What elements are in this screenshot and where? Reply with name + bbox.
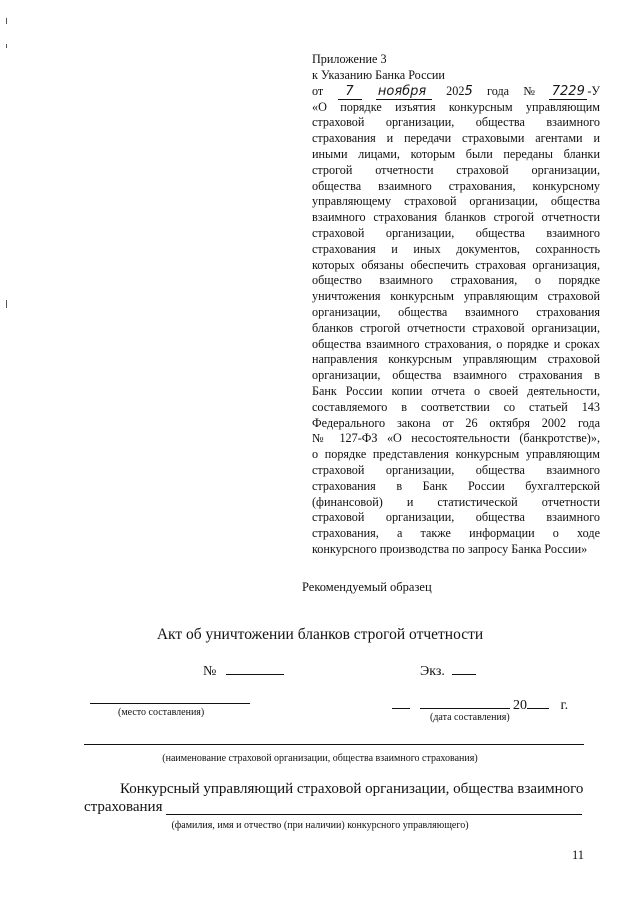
- org-caption: (наименование страховой организации, общества взаимного страхования): [162, 753, 478, 764]
- appendix-body: [312, 100, 600, 558]
- appendix-line: общества взаимного страхования, о порядке и сроках: [312, 336, 600, 351]
- year-word: года: [487, 83, 510, 98]
- act-number-blank: [226, 662, 284, 675]
- appendix-line: строгой отчетности страховой организации,: [312, 162, 600, 177]
- year-printed: 202: [446, 83, 465, 98]
- scan-edge-mark: [6, 44, 7, 48]
- number-suffix: -У: [587, 83, 600, 98]
- appendix-line: составляемого в соответствии со статьей 143: [312, 399, 600, 414]
- appendix-line: взаимного страхования бланков строгой отчетности: [312, 210, 600, 225]
- appendix-line: уничтожения конкурсным управляющим страховой: [312, 289, 600, 304]
- date-caption: (дата составления): [430, 712, 510, 723]
- date-year-blank: [527, 696, 549, 709]
- org-blank-line: [84, 744, 584, 745]
- manager-name-caption: (фамилия, имя и отчество (при наличии) конкурсного управляющего): [171, 820, 469, 831]
- appendix-line: направления конкурсным управляющим страховой: [312, 352, 600, 367]
- manager-text-line2: страхования: [84, 799, 163, 815]
- appendix-line: страховой организации, общества взаимного: [312, 115, 600, 130]
- appendix-line: общества взаимного страхования, конкурсному: [312, 178, 600, 193]
- copy-number-blank: [452, 662, 476, 675]
- appendix-line: организации, общества взаимного страхования в: [312, 368, 600, 383]
- scan-edge-mark: [6, 300, 7, 308]
- appendix-line: о порядке представления конкурсным управляющим: [312, 447, 600, 462]
- year-handwritten: 5: [464, 83, 473, 99]
- appendix-line: Федерального закона от 26 октября 2002 года: [312, 415, 600, 430]
- date-century: 20: [513, 698, 527, 713]
- number-sign: №: [523, 83, 536, 98]
- appendix-line: страховой организации, общества взаимного: [312, 225, 600, 240]
- appendix-line: страховой организации, общества взаимного: [312, 462, 600, 477]
- appendix-title: Приложение 3: [312, 52, 387, 66]
- appendix-line: страховой организации, общества взаимного: [312, 510, 600, 525]
- appendix-line: страхования, а также информации о ходе: [312, 526, 600, 541]
- number-field: [549, 84, 600, 100]
- appendix-line: № 127-ФЗ «О несостоятельности (банкротстве)»,: [312, 431, 600, 446]
- appendix-line: страхования и передачи страховыми агентами и: [312, 131, 600, 146]
- manager-name-blank-line: [166, 814, 582, 815]
- handwritten-number: 7229: [549, 85, 587, 100]
- appendix-instruction-ref: к Указанию Банка России: [312, 67, 445, 82]
- handwritten-month: ноября: [376, 85, 432, 100]
- appendix-line: бланков строгой отчетности страховой организации,: [312, 320, 600, 335]
- act-title: Акт об уничтожении бланков строгой отчетности: [156, 626, 484, 643]
- handwritten-day: 7: [338, 85, 362, 100]
- appendix-line: Банк России копии отчета о своей деятельности,: [312, 383, 600, 398]
- place-blank-line: [90, 703, 250, 704]
- date-prefix: от: [312, 83, 324, 98]
- appendix-line: иными лицами, которым были переданы бланки: [312, 146, 600, 161]
- appendix-line: управляющему страховой организации, общества: [312, 194, 600, 209]
- appendix-line: организации, общества взаимного страхования: [312, 304, 600, 319]
- recommended-sample-label: Рекомендуемый образец: [302, 580, 432, 594]
- appendix-line: страхования и иных документов, сохранность: [312, 241, 600, 256]
- date-month-blank: [420, 696, 510, 709]
- date-year-suffix: г.: [560, 698, 569, 713]
- appendix-block: [312, 52, 600, 558]
- copy-number-field: [420, 662, 476, 680]
- act-number-label: №: [203, 664, 217, 679]
- appendix-line: общество взаимного страхования, о порядке: [312, 273, 600, 288]
- year-field: [446, 84, 473, 100]
- appendix-line: «О порядке изъятия конкурсным управляющим: [312, 99, 600, 114]
- appendix-line: которых обязаны обеспечить страховая организация,: [312, 257, 600, 272]
- manager-text-line1: Конкурсный управляющий страховой организации, общества взаимного: [120, 781, 584, 797]
- appendix-line: конкурсного производства по запросу Банка России»: [312, 541, 588, 556]
- appendix-line: страхования в Банк России бухгалтерской: [312, 478, 600, 493]
- scan-edge-mark: [6, 18, 7, 24]
- appendix-date-line: [312, 84, 600, 100]
- date-day-blank: [392, 696, 410, 709]
- act-number-field: [203, 662, 284, 680]
- place-caption: (место составления): [118, 707, 205, 718]
- appendix-line: (финансовой) и статистической отчетности: [312, 494, 600, 509]
- page-number: 11: [572, 848, 585, 862]
- copy-number-label: Экз.: [420, 664, 445, 679]
